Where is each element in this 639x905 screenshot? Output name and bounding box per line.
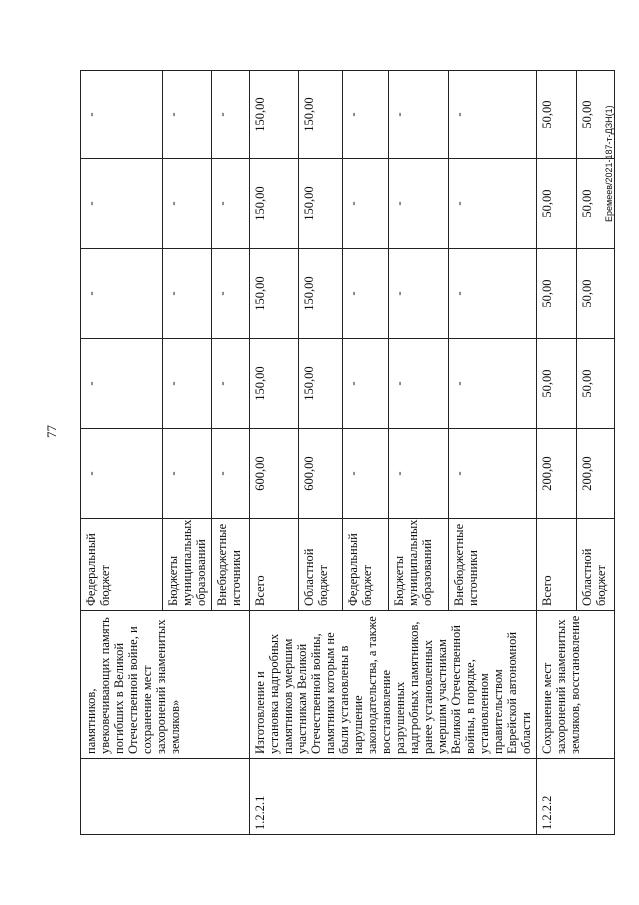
item-name-cell: Сохранение мест захоронений знаменитых земляков, восстановление xyxy=(537,611,615,759)
value-cell: - xyxy=(342,71,388,159)
value-cell: 150,00 xyxy=(250,159,299,249)
value-cell: 150,00 xyxy=(250,249,299,339)
document-id: Еремеев/2021-187-т-ДЗН(1) xyxy=(604,105,614,222)
value-cell: 50,00 xyxy=(537,159,577,249)
value-cell: - xyxy=(212,339,250,429)
value-cell: - xyxy=(449,249,537,339)
budget-table xyxy=(80,70,615,835)
funding-source-cell: Бюджеты муниципальных образований xyxy=(389,519,449,611)
value-cell: 50,00 xyxy=(537,71,577,159)
value-cell: 150,00 xyxy=(250,339,299,429)
item-number-cell: 1.2.2.1 xyxy=(250,759,537,835)
value-cell: 50,00 xyxy=(577,71,615,159)
value-cell: - xyxy=(212,429,250,519)
value-cell: - xyxy=(81,71,163,159)
value-cell: - xyxy=(342,429,388,519)
funding-source-cell: Всего xyxy=(537,519,577,611)
funding-source-cell: Бюджеты муниципальных образований xyxy=(163,519,212,611)
value-cell: 600,00 xyxy=(298,429,342,519)
value-cell: - xyxy=(449,71,537,159)
value-cell: - xyxy=(212,159,250,249)
value-cell: - xyxy=(389,429,449,519)
item-number-cell xyxy=(81,759,250,835)
value-cell: 600,00 xyxy=(250,429,299,519)
value-cell: - xyxy=(449,159,537,249)
value-cell: - xyxy=(81,339,163,429)
value-cell: - xyxy=(389,71,449,159)
value-cell: - xyxy=(389,159,449,249)
value-cell: - xyxy=(449,429,537,519)
value-cell: - xyxy=(163,249,212,339)
value-cell: - xyxy=(212,71,250,159)
value-cell: 200,00 xyxy=(537,429,577,519)
page-number: 77 xyxy=(44,425,59,438)
table-row xyxy=(250,71,299,835)
table-row xyxy=(537,71,577,835)
value-cell: 50,00 xyxy=(577,339,615,429)
item-name-cell: Изготовление и установка надгробных памятников умершим участникам Великой Отечественной войны, памятники которым не были установлены в нарушение законодательства, а также восстановление разрушенных надгробных памятников, ранее установленных умершим участникам Великой Отечественной войны, в порядке, установленном правительством Еврейской автономной области xyxy=(250,611,537,759)
value-cell: - xyxy=(342,339,388,429)
funding-source-cell: Внебюджетные источники xyxy=(212,519,250,611)
value-cell: 150,00 xyxy=(298,339,342,429)
value-cell: 50,00 xyxy=(537,339,577,429)
value-cell: 150,00 xyxy=(250,71,299,159)
value-cell: 150,00 xyxy=(298,249,342,339)
funding-source-cell: Областной бюджет xyxy=(577,519,615,611)
rotated-table-container xyxy=(80,71,608,835)
value-cell: - xyxy=(163,339,212,429)
value-cell: - xyxy=(81,249,163,339)
value-cell: - xyxy=(212,249,250,339)
funding-source-cell: Всего xyxy=(250,519,299,611)
value-cell: - xyxy=(163,71,212,159)
value-cell: - xyxy=(81,159,163,249)
value-cell: 200,00 xyxy=(577,429,615,519)
table-row xyxy=(81,71,163,835)
value-cell: - xyxy=(342,159,388,249)
item-number-cell: 1.2.2.2 xyxy=(537,759,615,835)
value-cell: - xyxy=(163,429,212,519)
value-cell: 150,00 xyxy=(298,159,342,249)
funding-source-cell: Федеральный бюджет xyxy=(342,519,388,611)
value-cell: - xyxy=(389,339,449,429)
value-cell: - xyxy=(163,159,212,249)
value-cell: 50,00 xyxy=(537,249,577,339)
funding-source-cell: Внебюджетные источники xyxy=(449,519,537,611)
item-name-cell: памятников, увековечивающих память погибших в Великой Отечественной войне, и сохранение мест захоронений знаменитых земляков» xyxy=(81,611,250,759)
value-cell: 150,00 xyxy=(298,71,342,159)
value-cell: 50,00 xyxy=(577,249,615,339)
value-cell: - xyxy=(81,429,163,519)
funding-source-cell: Областной бюджет xyxy=(298,519,342,611)
funding-source-cell: Федеральный бюджет xyxy=(81,519,163,611)
value-cell: - xyxy=(389,249,449,339)
value-cell: - xyxy=(449,339,537,429)
value-cell: 50,00 xyxy=(577,159,615,249)
value-cell: - xyxy=(342,249,388,339)
table-body xyxy=(81,71,615,835)
